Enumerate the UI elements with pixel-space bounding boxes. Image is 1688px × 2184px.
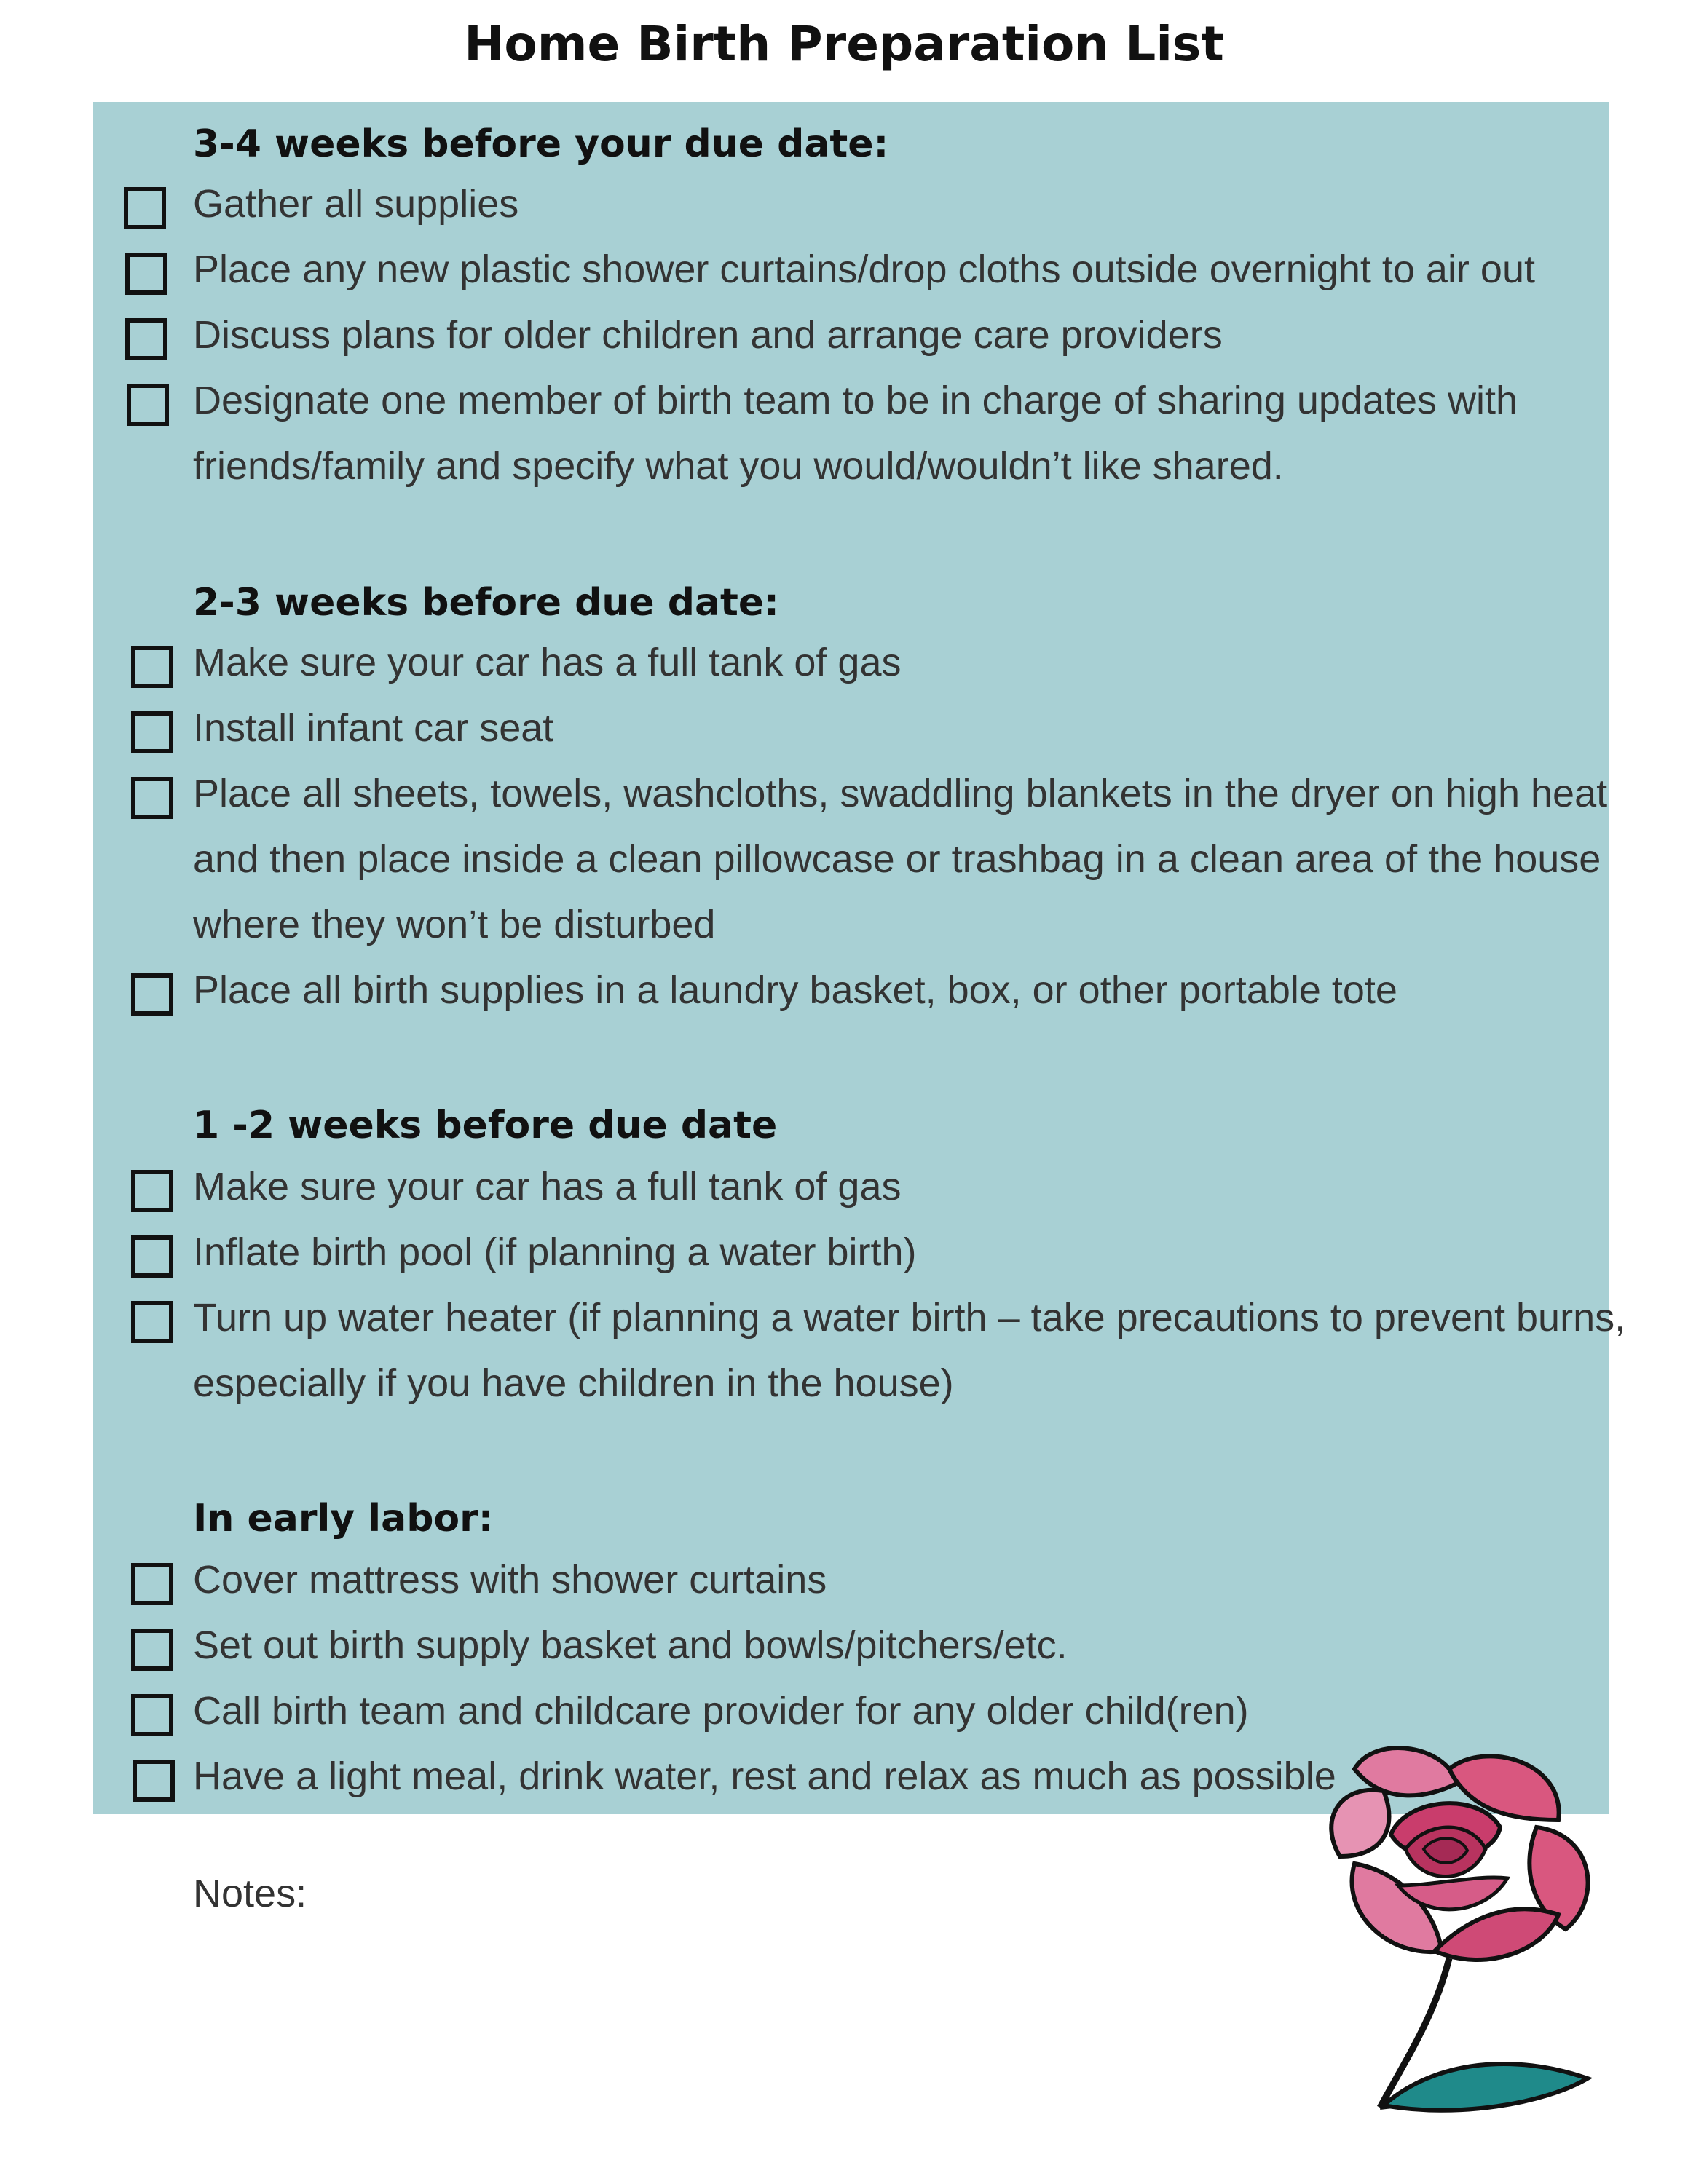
checkbox-icon[interactable] bbox=[131, 711, 173, 753]
checkbox-icon[interactable] bbox=[131, 1170, 173, 1212]
checkbox-icon[interactable] bbox=[133, 1760, 175, 1802]
checklist-item-text: Place all birth supplies in a laundry basket, box, or other portable tote bbox=[193, 968, 1397, 1012]
checkbox-icon[interactable] bbox=[125, 253, 167, 295]
section-heading: 2-3 weeks before due date: bbox=[193, 581, 779, 625]
checklist-item-text: Install infant car seat bbox=[193, 706, 554, 750]
checkbox-icon[interactable] bbox=[131, 1301, 173, 1343]
checklist-item-text: Gather all supplies bbox=[193, 182, 519, 226]
checklist-item-text: Place any new plastic shower curtains/drop cloths outside overnight to air out bbox=[193, 248, 1535, 291]
checkbox-icon[interactable] bbox=[131, 1629, 173, 1671]
checklist-item-text: Designate one member of birth team to be in charge of sharing updates with bbox=[193, 379, 1518, 422]
checklist-item-text: Call birth team and childcare provider for any older child(ren) bbox=[193, 1689, 1249, 1733]
page-title: Home Birth Preparation List bbox=[464, 16, 1224, 72]
checklist-item-text: Make sure your car has a full tank of gas bbox=[193, 1165, 902, 1208]
checkbox-icon[interactable] bbox=[124, 187, 166, 229]
section-heading: In early labor: bbox=[193, 1497, 494, 1540]
flower-illustration-icon bbox=[1325, 1740, 1631, 2133]
checkbox-icon[interactable] bbox=[131, 646, 173, 688]
checklist-item-text: where they won’t be disturbed bbox=[193, 903, 716, 946]
checklist-item-text: Cover mattress with shower curtains bbox=[193, 1558, 827, 1602]
section-heading: 3-4 weeks before your due date: bbox=[193, 122, 889, 166]
checklist-item-text: Inflate birth pool (if planning a water birth) bbox=[193, 1230, 917, 1274]
checkbox-icon[interactable] bbox=[131, 973, 173, 1016]
checklist-item-text: Make sure your car has a full tank of gas bbox=[193, 641, 902, 684]
checkbox-icon[interactable] bbox=[127, 384, 169, 426]
checklist-item-text: and then place inside a clean pillowcase or trashbag in a clean area of the house bbox=[193, 837, 1601, 881]
checkbox-icon[interactable] bbox=[131, 1563, 173, 1605]
notes-label: Notes: bbox=[193, 1872, 307, 1915]
checklist-item-text: Discuss plans for older children and arrange care providers bbox=[193, 313, 1223, 357]
checkbox-icon[interactable] bbox=[131, 1694, 173, 1736]
section-heading: 1 -2 weeks before due date bbox=[193, 1104, 778, 1147]
checkbox-icon[interactable] bbox=[131, 1235, 173, 1278]
checklist-item-text: Set out birth supply basket and bowls/pitchers/etc. bbox=[193, 1623, 1068, 1667]
checkbox-icon[interactable] bbox=[131, 777, 173, 819]
checklist-item-text: especially if you have children in the house) bbox=[193, 1361, 954, 1405]
checklist-item-text: friends/family and specify what you would/wouldn’t like shared. bbox=[193, 444, 1284, 488]
checklist-item-text: Have a light meal, drink water, rest and relax as much as possible bbox=[193, 1754, 1336, 1798]
checklist-item-text: Place all sheets, towels, washcloths, swaddling blankets in the dryer on high heat bbox=[193, 772, 1608, 815]
checklist-item-text: Turn up water heater (if planning a water birth – take precautions to prevent burns, bbox=[193, 1296, 1626, 1340]
checkbox-icon[interactable] bbox=[125, 318, 167, 360]
